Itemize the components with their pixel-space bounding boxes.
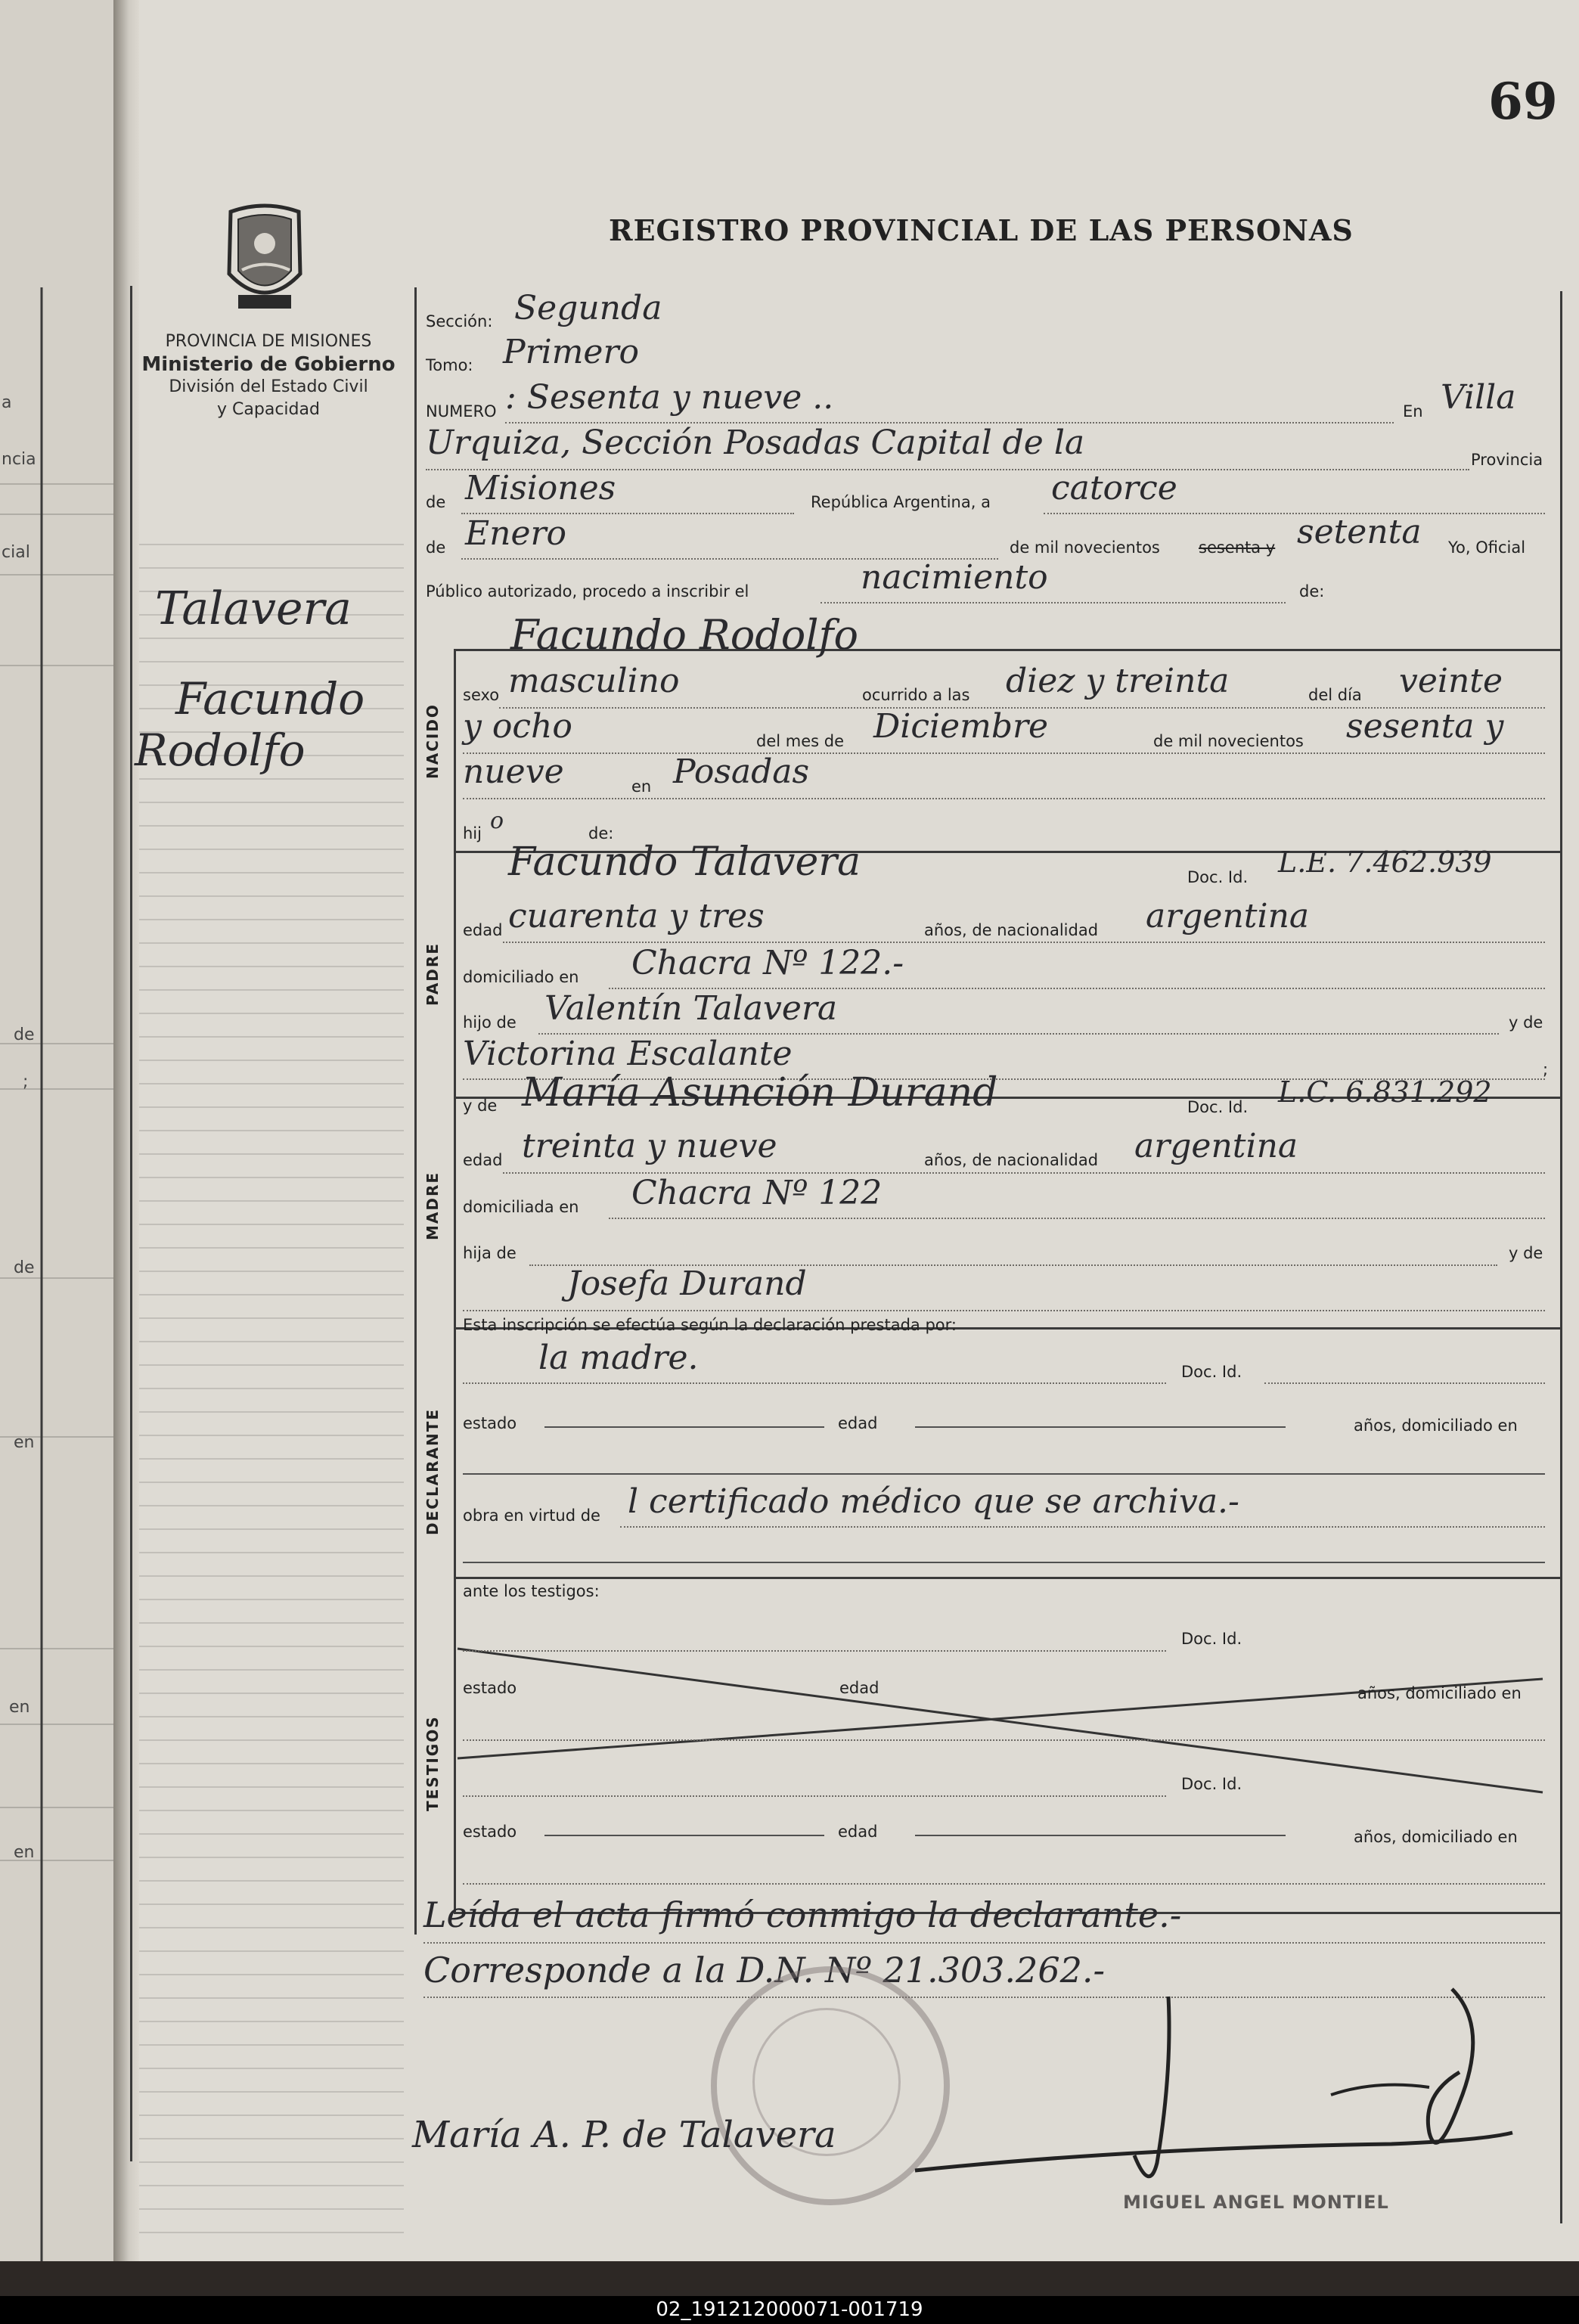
madre-nacionalidad-value: argentina bbox=[1134, 1127, 1298, 1165]
padre-edad-label: edad bbox=[463, 921, 503, 939]
seccion-value: Segunda bbox=[514, 289, 662, 327]
hijo-suffix: o bbox=[490, 808, 504, 834]
madre-domicilio-label: domiciliada en bbox=[463, 1198, 579, 1216]
left-page-fragment: ncia bbox=[2, 450, 36, 469]
mes-value: Enero bbox=[465, 514, 567, 553]
sexo-label: sexo bbox=[463, 686, 500, 704]
testigo-2-edad-line bbox=[915, 1835, 1286, 1836]
madre-line-2 bbox=[609, 1218, 1545, 1219]
testigos-top-rule bbox=[454, 1577, 1560, 1579]
anio-nacimiento-value: sesenta y bbox=[1346, 707, 1504, 746]
declarante-signature: María A. P. de Talavera bbox=[412, 2114, 836, 2156]
org-division-2: y Capacidad bbox=[217, 400, 320, 419]
declarante-domicilio-label: años, domiciliado en bbox=[1354, 1416, 1518, 1435]
testigo-1-line-2 bbox=[463, 1739, 1545, 1741]
left-page-fragment: en bbox=[9, 1698, 30, 1717]
nacido-en-label: en bbox=[631, 777, 652, 796]
nacido-name: Facundo Rodolfo bbox=[510, 611, 859, 659]
de-label-2: de bbox=[426, 538, 446, 557]
testigo-2-domicilio-label: años, domiciliado en bbox=[1354, 1828, 1518, 1846]
officer-signature-flourish bbox=[907, 1981, 1528, 2208]
image-caption: 02_191212000071-001719 bbox=[656, 2298, 923, 2321]
declarante-estado-label: estado bbox=[463, 1414, 517, 1432]
madre-hija-de-label: hija de bbox=[463, 1244, 517, 1262]
sexo-value: masculino bbox=[508, 662, 680, 700]
de-colon-label: de: bbox=[1299, 582, 1325, 600]
closing-dotted-1 bbox=[423, 1942, 1545, 1944]
right-border-line bbox=[1560, 291, 1562, 2223]
tomo-label: Tomo: bbox=[426, 356, 473, 374]
obra-value: l certificado médico que se archiva.- bbox=[628, 1482, 1239, 1521]
nacido-line-3 bbox=[463, 798, 1545, 799]
madre-domicilio-value: Chacra Nº 122 bbox=[631, 1174, 883, 1212]
padre-hijo-de-label: hijo de bbox=[463, 1013, 517, 1032]
testigos-section-label: TESTIGOS bbox=[423, 1715, 442, 1811]
officer-name-stamp: MIGUEL ANGEL MONTIEL bbox=[1123, 2192, 1389, 2213]
dia-value: catorce bbox=[1051, 469, 1177, 507]
declarante-line-1 bbox=[463, 1382, 1166, 1384]
acto-value: nacimiento bbox=[861, 558, 1048, 597]
left-page-fragment: cial bbox=[2, 543, 30, 562]
madre-y-de-label-2: y de bbox=[1509, 1244, 1543, 1262]
coat-of-arms-icon bbox=[216, 198, 314, 319]
closing-line-2: Corresponde a la D.N. Nº 21.303.262.- bbox=[423, 1950, 1106, 1990]
left-page-fragment: ; bbox=[23, 1072, 29, 1091]
left-page-rules bbox=[0, 0, 113, 2261]
page-number: 69 bbox=[1488, 72, 1558, 131]
madre-nacionalidad-label: años, de nacionalidad bbox=[924, 1151, 1099, 1169]
padre-line-1 bbox=[503, 942, 1545, 943]
margin-given-name-1: Facundo bbox=[175, 673, 365, 725]
padre-domicilio-label: domiciliado en bbox=[463, 968, 579, 986]
del-mes-label: del mes de bbox=[756, 732, 845, 750]
margin-given-name-2: Rodolfo bbox=[135, 725, 306, 776]
testigo-1-edad-label: edad bbox=[839, 1679, 879, 1697]
yo-oficial-label: Yo, Oficial bbox=[1448, 538, 1526, 557]
padre-domicilio-value: Chacra Nº 122.- bbox=[631, 944, 904, 982]
left-page-fragment: en bbox=[14, 1433, 35, 1452]
padre-semicolon: ; bbox=[1543, 1060, 1549, 1078]
padre-nacionalidad-label: años, de nacionalidad bbox=[924, 921, 1099, 939]
testigo-2-line-2 bbox=[463, 1883, 1545, 1885]
padre-doc-label: Doc. Id. bbox=[1187, 868, 1249, 886]
hijo-de-label: de: bbox=[588, 824, 614, 842]
padre-nacionalidad-value: argentina bbox=[1146, 897, 1310, 935]
declarante-estado-line bbox=[544, 1426, 824, 1428]
provincia-value: Misiones bbox=[465, 469, 616, 507]
declarante-value: la madre. bbox=[538, 1339, 699, 1377]
hijo-label: hij bbox=[463, 824, 482, 842]
localidad-value: Urquiza, Sección Posadas Capital de la bbox=[426, 424, 1085, 462]
declarante-line-2 bbox=[463, 1473, 1545, 1475]
left-page-fragment: en bbox=[14, 1843, 35, 1862]
seccion-label: Sección: bbox=[426, 312, 493, 330]
padre-name: Facundo Talavera bbox=[508, 839, 861, 885]
abuela-materna-value: Josefa Durand bbox=[567, 1264, 807, 1303]
book-gutter bbox=[113, 0, 139, 2261]
numero-label: NUMERO bbox=[426, 402, 497, 420]
madre-section-label: MADRE bbox=[423, 1171, 442, 1240]
madre-doc-value: L.C. 6.831.292 bbox=[1278, 1075, 1492, 1109]
de-mil-label: de mil novecientos bbox=[1010, 538, 1160, 557]
obra-label: obra en virtud de bbox=[463, 1506, 600, 1525]
testigo-2-edad-label: edad bbox=[838, 1823, 878, 1841]
padre-doc-value: L.E. 7.462.939 bbox=[1278, 846, 1492, 879]
numero-value: : Sesenta y nueve .. bbox=[505, 378, 834, 417]
declarante-doc-line bbox=[1264, 1382, 1545, 1384]
page-title: REGISTRO PROVINCIAL DE LAS PERSONAS bbox=[609, 213, 1354, 247]
left-page-fragment: de bbox=[14, 1025, 35, 1044]
abuelo-paterno-value: Valentín Talavera bbox=[544, 989, 838, 1028]
acto-dotted-line bbox=[821, 602, 1286, 603]
madre-line-4 bbox=[463, 1310, 1545, 1311]
abuela-paterna-value: Victorina Escalante bbox=[463, 1035, 793, 1073]
declarante-line-3 bbox=[463, 1562, 1545, 1563]
padre-section-label: PADRE bbox=[423, 942, 442, 1006]
testigo-1-line-1 bbox=[463, 1650, 1166, 1652]
anio-value: setenta bbox=[1297, 513, 1422, 551]
madre-edad-value: treinta y nueve bbox=[522, 1127, 777, 1165]
left-border-line bbox=[130, 286, 132, 2161]
nacido-line-2 bbox=[463, 752, 1545, 754]
declarante-edad-label: edad bbox=[838, 1414, 878, 1432]
padre-edad-value: cuarenta y tres bbox=[508, 897, 765, 935]
org-division: División del Estado Civil bbox=[169, 377, 368, 396]
hora-value: diez y treinta bbox=[1006, 662, 1230, 700]
testigo-1-doc-label: Doc. Id. bbox=[1181, 1630, 1242, 1648]
en-label: En bbox=[1403, 402, 1423, 420]
ocurrido-label: ocurrido a las bbox=[862, 686, 970, 704]
issuing-office-block bbox=[136, 330, 401, 421]
org-ministry: Ministerio de Gobierno bbox=[141, 353, 396, 376]
testigo-2-estado-label: estado bbox=[463, 1823, 517, 1841]
book-bottom-edge bbox=[0, 2261, 1579, 2296]
lugar-nacimiento-value: Posadas bbox=[673, 752, 810, 791]
testigo-2-estado-line bbox=[544, 1835, 824, 1836]
testigo-1-domicilio-label: años, domiciliado en bbox=[1357, 1684, 1522, 1702]
dia-dotted-line bbox=[1044, 513, 1545, 514]
nacido-de-mil-label: de mil novecientos bbox=[1153, 732, 1304, 750]
anio-nacimiento-value-2: nueve bbox=[463, 752, 564, 791]
org-province: PROVINCIA DE MISIONES bbox=[165, 332, 372, 351]
dia-nacimiento-value-2: y ocho bbox=[463, 707, 572, 746]
declarante-section-label: DECLARANTE bbox=[423, 1407, 442, 1535]
madre-name: María Asunción Durand bbox=[522, 1070, 998, 1115]
ante-testigos-label: ante los testigos: bbox=[463, 1582, 600, 1600]
testigo-1-estado-label: estado bbox=[463, 1679, 517, 1697]
struck-text: sesenta y bbox=[1199, 538, 1276, 557]
del-dia-label: del día bbox=[1308, 686, 1362, 704]
tomo-value: Primero bbox=[503, 333, 639, 371]
republica-label: República Argentina, a bbox=[811, 493, 991, 511]
en-value: Villa bbox=[1441, 378, 1516, 417]
margin-surname: Talavera bbox=[155, 582, 352, 635]
closing-line-1: Leída el acta firmó conmigo la declarante.- bbox=[423, 1894, 1182, 1935]
declarante-doc-label: Doc. Id. bbox=[1181, 1363, 1242, 1381]
nacido-section-label: NACIDO bbox=[423, 703, 442, 779]
madre-y-de-label: y de bbox=[463, 1097, 498, 1115]
obra-dotted-line bbox=[620, 1526, 1545, 1528]
madre-edad-label: edad bbox=[463, 1151, 503, 1169]
left-page-fragment: de bbox=[14, 1258, 35, 1277]
testigo-2-line-1 bbox=[463, 1795, 1166, 1797]
declarante-edad-line bbox=[915, 1426, 1286, 1428]
esta-inscripcion-label: Esta inscripción se efectúa según la declaración prestada por: bbox=[463, 1316, 957, 1334]
margin-divider-line bbox=[414, 287, 417, 1935]
madre-doc-label: Doc. Id. bbox=[1187, 1098, 1249, 1116]
padre-y-de-label: y de bbox=[1509, 1013, 1543, 1032]
dia-nacimiento-value: veinte bbox=[1399, 662, 1503, 700]
mes-nacimiento-value: Diciembre bbox=[873, 707, 1049, 746]
testigo-2-doc-label: Doc. Id. bbox=[1181, 1775, 1242, 1793]
de-label: de bbox=[426, 493, 446, 511]
publico-label: Público autorizado, procedo a inscribir el bbox=[426, 582, 749, 600]
left-page-fragment: a bbox=[2, 393, 12, 412]
provincia-label: Provincia bbox=[1471, 451, 1543, 469]
